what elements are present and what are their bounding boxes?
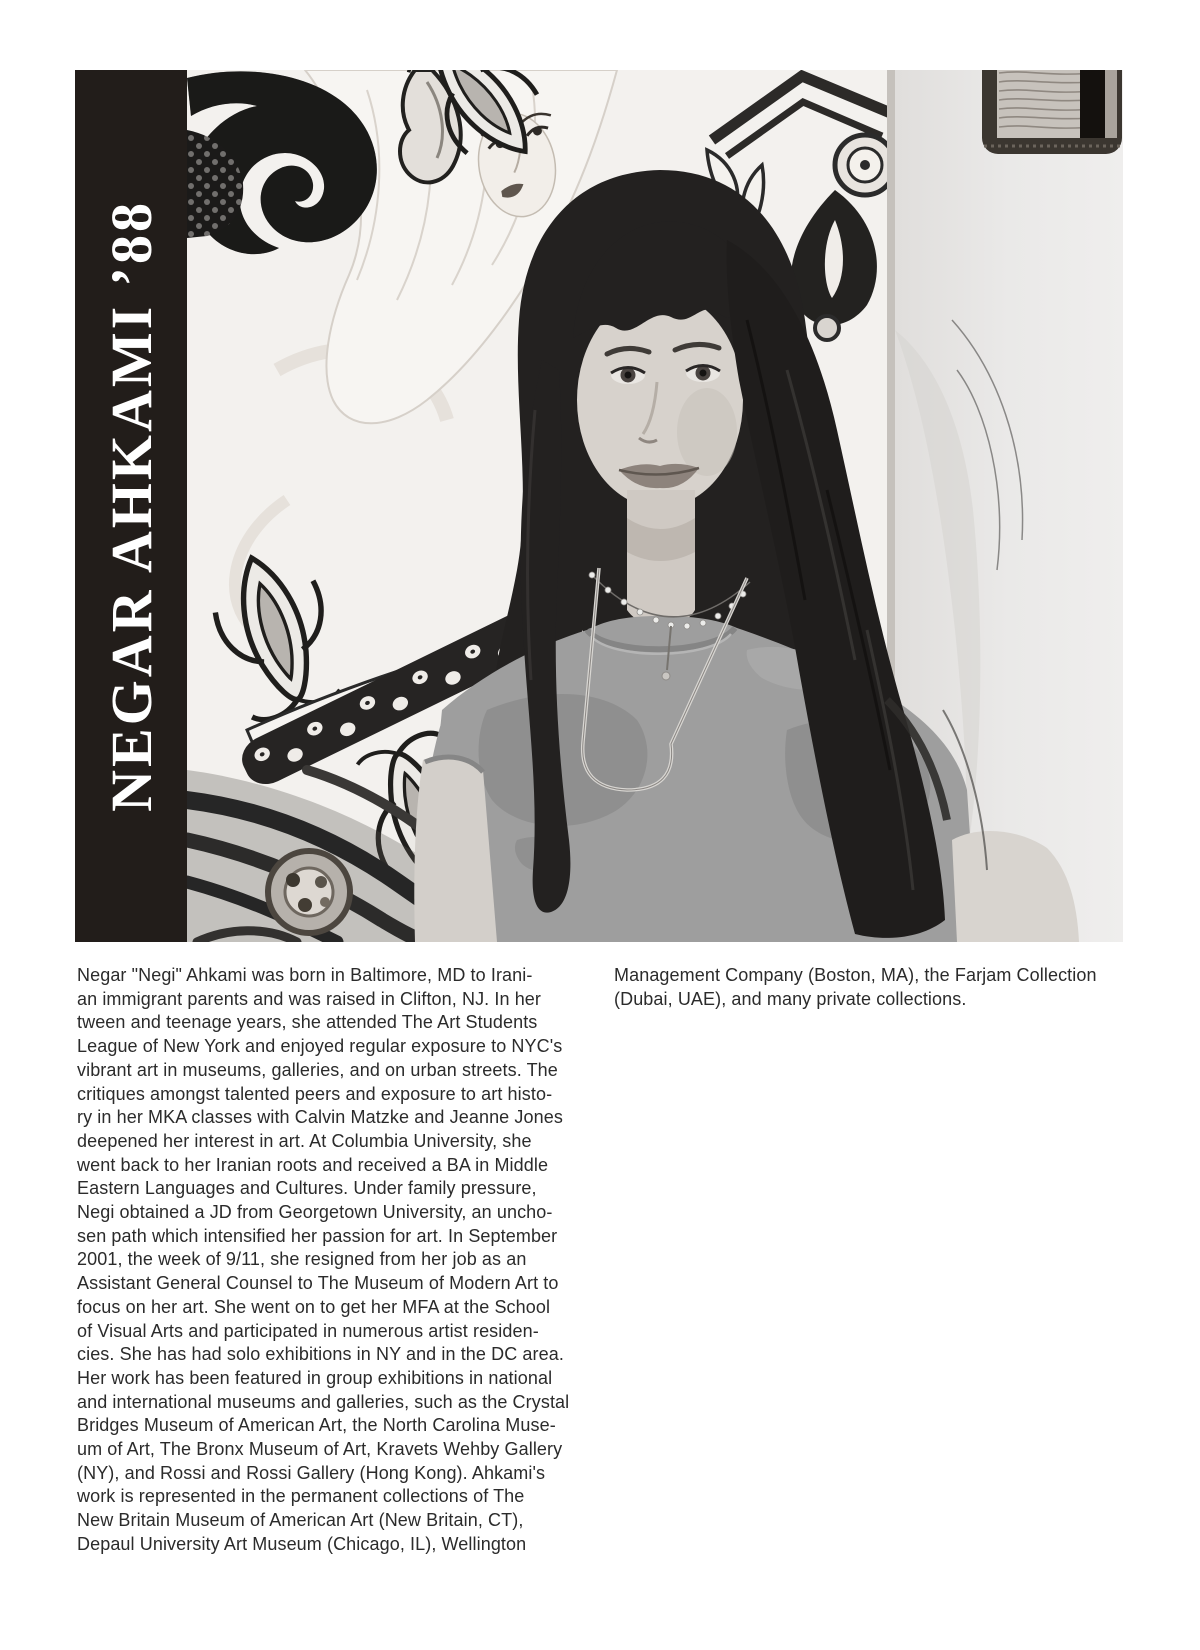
bio-text-line: Eastern Languages and Cultures. Under family pressure, <box>77 1178 537 1199</box>
portrait-photo-art <box>187 70 1123 942</box>
bio-text-line: focus on her art. She went on to get her MFA at the School <box>77 1296 551 1317</box>
bio-text-line: deepened her interest in art. At Columbia University, she <box>77 1130 532 1151</box>
bio-text-line: Negi obtained a JD from Georgetown University, an uncho- <box>77 1202 553 1223</box>
banner-name-text: NEGAR AHKAMI ’88 <box>98 200 164 812</box>
bio-text-line: 2001, the week of 9/11, she resigned from her job as an <box>77 1249 527 1270</box>
bio-text-line: (Dubai, UAE), and many private collections. <box>614 988 967 1009</box>
bio-text-line: of Visual Arts and participated in numerous artist residen- <box>77 1320 539 1341</box>
bio-text-line: tween and teenage years, she attended The Art Students <box>77 1012 538 1033</box>
bio-text-line: cies. She has had solo exhibitions in NY and in the DC area. <box>77 1344 564 1365</box>
bio-text-line: and international museums and galleries, such as the Crystal <box>77 1391 570 1412</box>
bio-text-line: League of New York and enjoyed regular exposure to NYC's <box>77 1036 563 1057</box>
bio-text-line: Depaul University Art Museum (Chicago, IL), Wellington <box>77 1533 527 1554</box>
bio-text-line: Her work has been featured in group exhibitions in national <box>77 1367 553 1388</box>
bio-text-line: vibrant art in museums, galleries, and on urban streets. The <box>77 1059 558 1080</box>
bio-text-line: Assistant General Counsel to The Museum of Modern Art to <box>77 1273 559 1294</box>
bio-text-line: (NY), and Rossi and Rossi Gallery (Hong Kong). Ahkami's <box>77 1462 546 1483</box>
framed-artwork <box>982 70 1122 154</box>
bio-text-line: sen path which intensified her passion for art. In September <box>77 1225 558 1246</box>
bio-column-1 <box>77 964 569 1557</box>
portrait-photo <box>187 70 1123 942</box>
bio-text-line: New Britain Museum of American Art (New Britain, CT), <box>77 1510 524 1531</box>
bio-text-line: work is represented in the permanent collections of The <box>77 1486 525 1507</box>
bio-text-line: Bridges Museum of American Art, the North Carolina Muse- <box>77 1415 556 1436</box>
bio-text-line: Management Company (Boston, MA), the Farjam Collection <box>614 965 1097 985</box>
brooch-ornament <box>268 851 350 933</box>
name-banner <box>75 70 187 942</box>
bio-text-line: critiques amongst talented peers and exposure to art histo- <box>77 1083 553 1104</box>
bio-text-line: ry in her MKA classes with Calvin Matzke and Jeanne Jones <box>77 1107 563 1128</box>
bio-text-line: went back to her Iranian roots and received a BA in Middle <box>77 1154 549 1175</box>
bio-text-line: Negar "Negi" Ahkami was born in Baltimore, MD to Irani- <box>77 965 533 985</box>
bio-column-2 <box>614 964 1097 1011</box>
bio-text-line: an immigrant parents and was raised in Clifton, NJ. In her <box>77 988 542 1009</box>
bio-text-line: um of Art, The Bronx Museum of Art, Kravets Wehby Gallery <box>77 1439 563 1460</box>
